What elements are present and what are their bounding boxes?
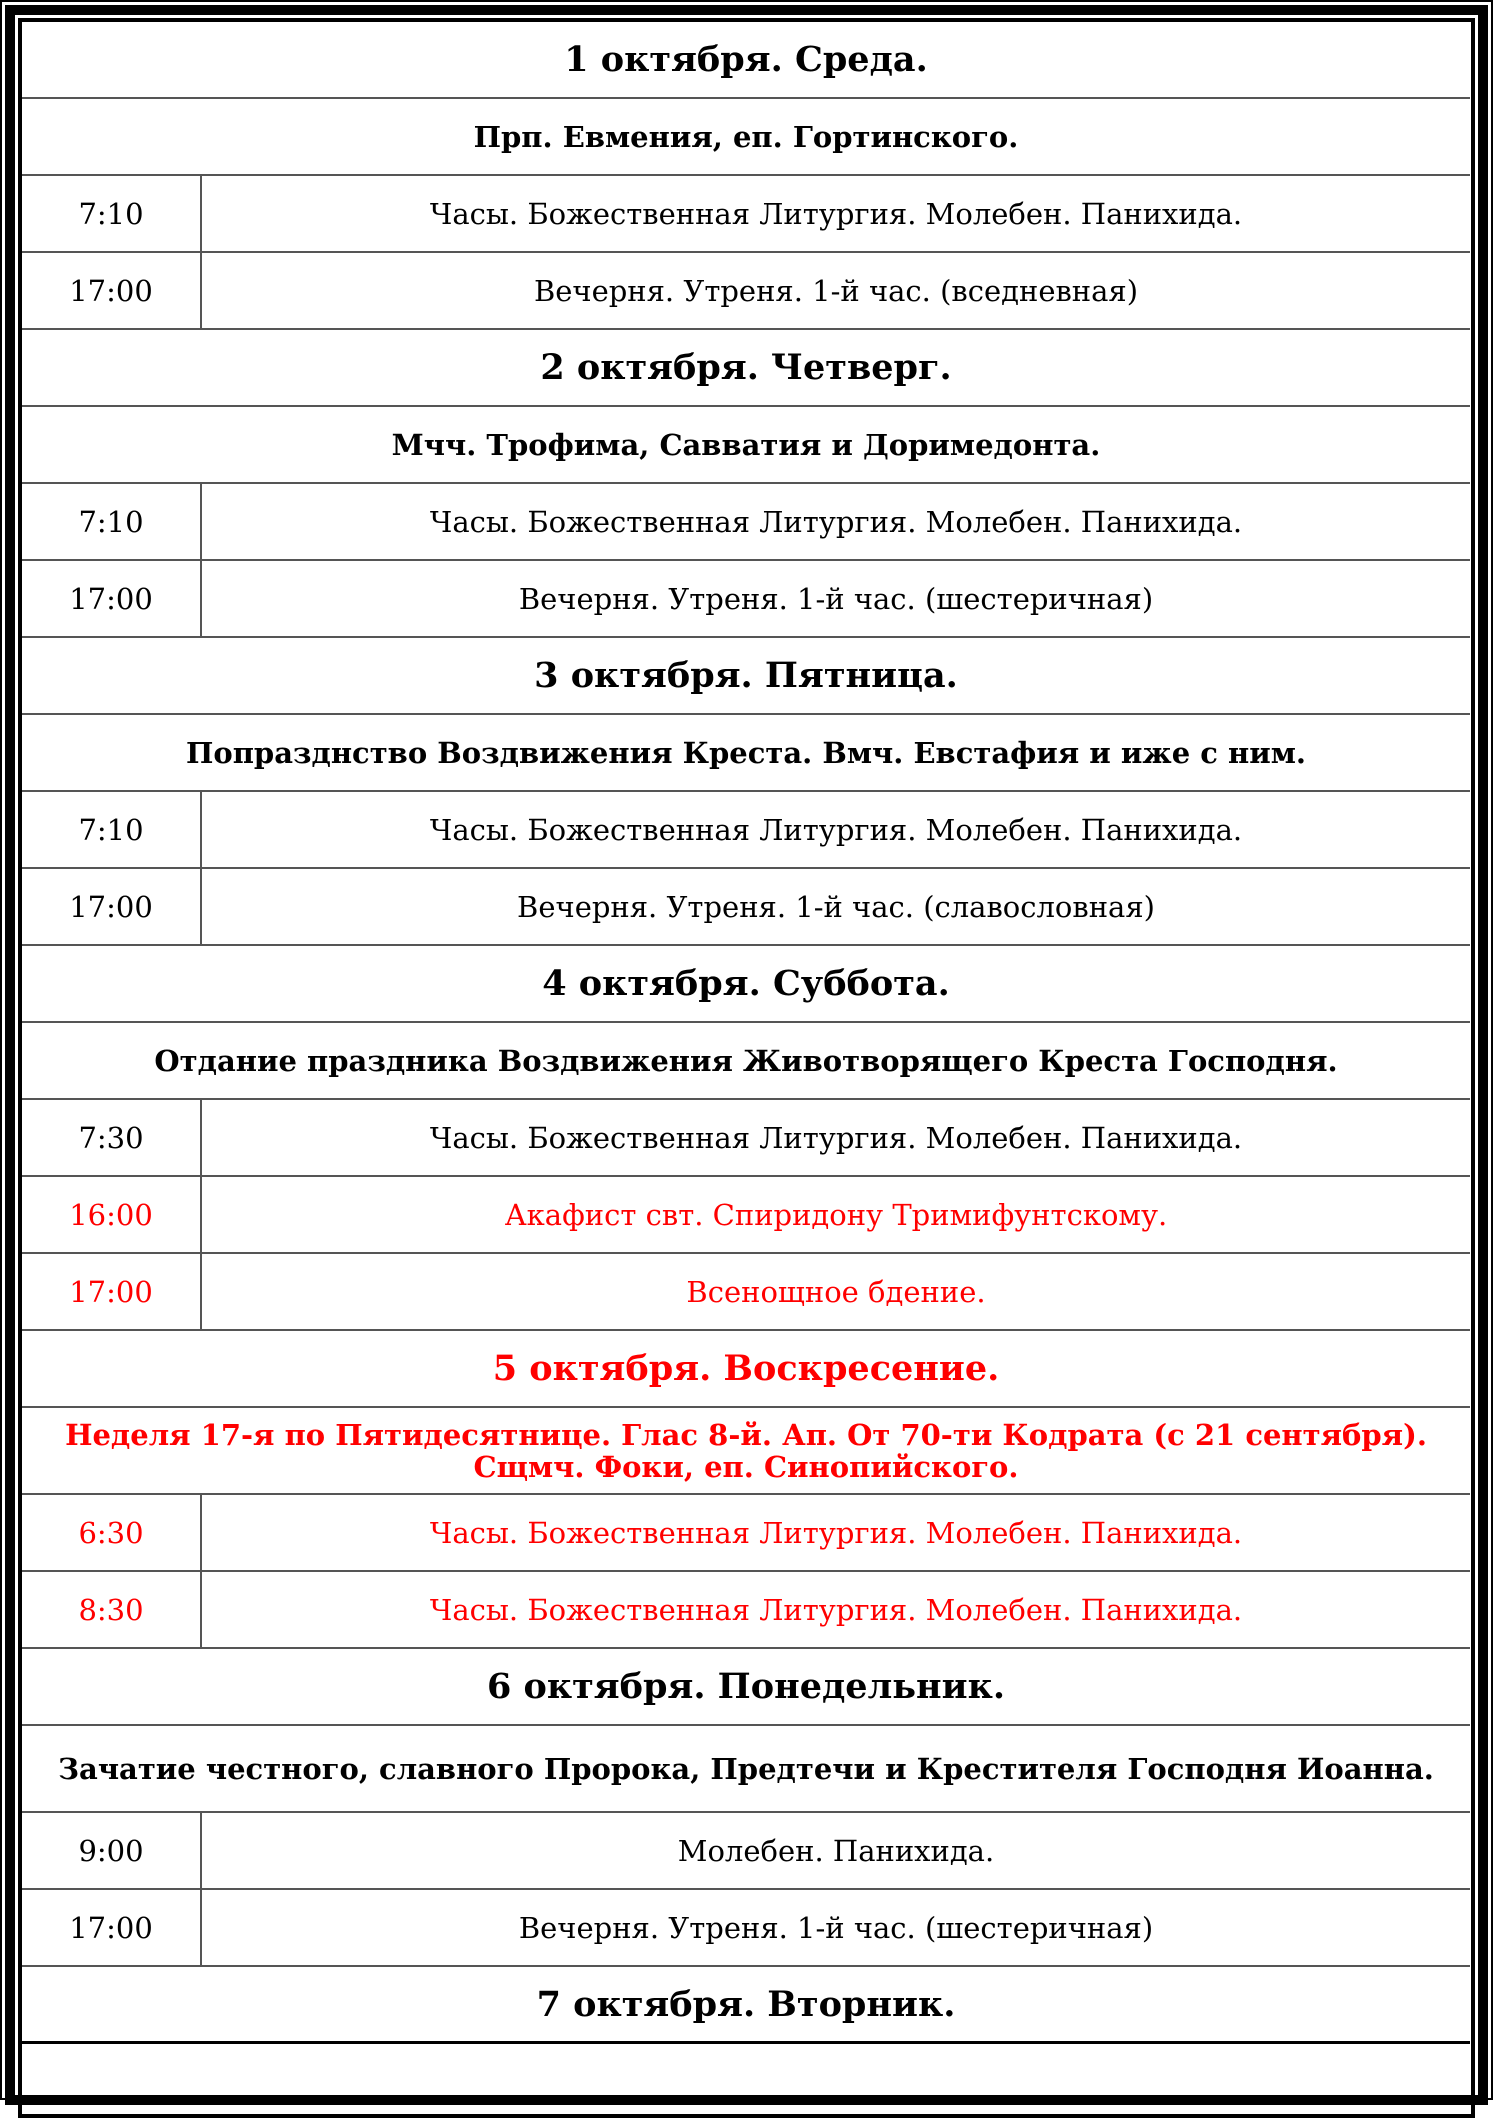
saint-row	[22, 99, 1470, 176]
service-row	[22, 1890, 1470, 1967]
service-row	[22, 253, 1470, 330]
service-row	[22, 1813, 1470, 1890]
service-row	[22, 1572, 1470, 1649]
day-header-row	[22, 638, 1470, 715]
day-saint: Неделя 17-я по Пятидесятнице. Глас 8-й. Ап. От 70-ти Кодрата (с 21 сентября). Сщмч. Фоки, еп. Синопийского.	[65, 1417, 1427, 1484]
service-time: 8:30	[22, 1572, 202, 1647]
service-time: 17:00	[22, 253, 202, 328]
service-time: 7:10	[22, 176, 202, 251]
day-date: 3 октября. Пятница.	[534, 655, 958, 696]
service-row	[22, 1100, 1470, 1177]
day-header-row	[22, 1967, 1470, 2044]
service-description: Всенощное бдение.	[686, 1274, 986, 1309]
service-time: 7:10	[22, 484, 202, 559]
service-row	[22, 484, 1470, 561]
day-date: 2 октября. Четверг.	[540, 347, 952, 388]
service-time: 17:00	[22, 869, 202, 944]
service-time: 6:30	[22, 1495, 202, 1570]
day-header-row	[22, 330, 1470, 407]
service-description: Часы. Божественная Литургия. Молебен. Панихида.	[429, 1120, 1243, 1155]
day-saint: Зачатие честного, славного Пророка, Предтечи и Крестителя Господня Иоанна.	[58, 1751, 1434, 1786]
service-row	[22, 1177, 1470, 1254]
day-date: 4 октября. Суббота.	[542, 963, 950, 1004]
saint-row	[22, 407, 1470, 484]
saint-row	[22, 715, 1470, 792]
day-date: 7 октября. Вторник.	[536, 1983, 956, 2025]
service-description: Часы. Божественная Литургия. Молебен. Панихида.	[429, 504, 1243, 539]
service-description: Вечерня. Утреня. 1-й час. (шестеричная)	[518, 1910, 1154, 1945]
service-row	[22, 1254, 1470, 1331]
service-description: Вечерня. Утреня. 1-й час. (вседневная)	[533, 273, 1139, 308]
day-date: 1 октября. Среда.	[564, 39, 928, 80]
service-time: 17:00	[22, 561, 202, 636]
service-row	[22, 869, 1470, 946]
service-time: 16:00	[22, 1177, 202, 1252]
service-row	[22, 1495, 1470, 1572]
service-description: Часы. Божественная Литургия. Молебен. Панихида.	[429, 1515, 1243, 1550]
service-description: Акафист свт. Спиридону Тримифунтскому.	[504, 1197, 1168, 1232]
saint-row	[22, 1726, 1470, 1813]
day-header-row	[22, 22, 1470, 99]
service-description: Часы. Божественная Литургия. Молебен. Панихида.	[429, 812, 1243, 847]
saint-row	[22, 1023, 1470, 1100]
day-date: 6 октября. Понедельник.	[486, 1666, 1006, 1707]
service-row	[22, 792, 1470, 869]
service-time: 17:00	[22, 1254, 202, 1329]
day-header-row	[22, 1649, 1470, 1726]
service-row	[22, 561, 1470, 638]
service-time: 17:00	[22, 1890, 202, 1965]
day-header-row	[22, 1331, 1470, 1408]
service-time: 9:00	[22, 1813, 202, 1888]
service-description: Вечерня. Утреня. 1-й час. (славословная)	[517, 889, 1155, 924]
service-description: Молебен. Панихида.	[677, 1833, 995, 1868]
schedule-table	[22, 22, 1470, 2044]
service-description: Вечерня. Утреня. 1-й час. (шестеричная)	[518, 581, 1154, 616]
service-description: Часы. Божественная Литургия. Молебен. Панихида.	[429, 196, 1243, 231]
day-saint: Прп. Евмения, еп. Гортинского.	[473, 119, 1019, 154]
service-description: Часы. Божественная Литургия. Молебен. Панихида.	[429, 1592, 1243, 1627]
service-time: 7:10	[22, 792, 202, 867]
day-saint: Мчч. Трофима, Савватия и Доримедонта.	[391, 427, 1101, 462]
day-saint: Попразднство Воздвижения Креста. Вмч. Евстафия и иже с ним.	[185, 735, 1307, 770]
day-date: 5 октября. Воскресение.	[492, 1348, 1000, 1389]
day-saint: Отдание праздника Воздвижения Животворящего Креста Господня.	[154, 1043, 1338, 1078]
saint-row	[22, 1408, 1470, 1495]
service-row	[22, 176, 1470, 253]
day-header-row	[22, 946, 1470, 1023]
service-time: 7:30	[22, 1100, 202, 1175]
